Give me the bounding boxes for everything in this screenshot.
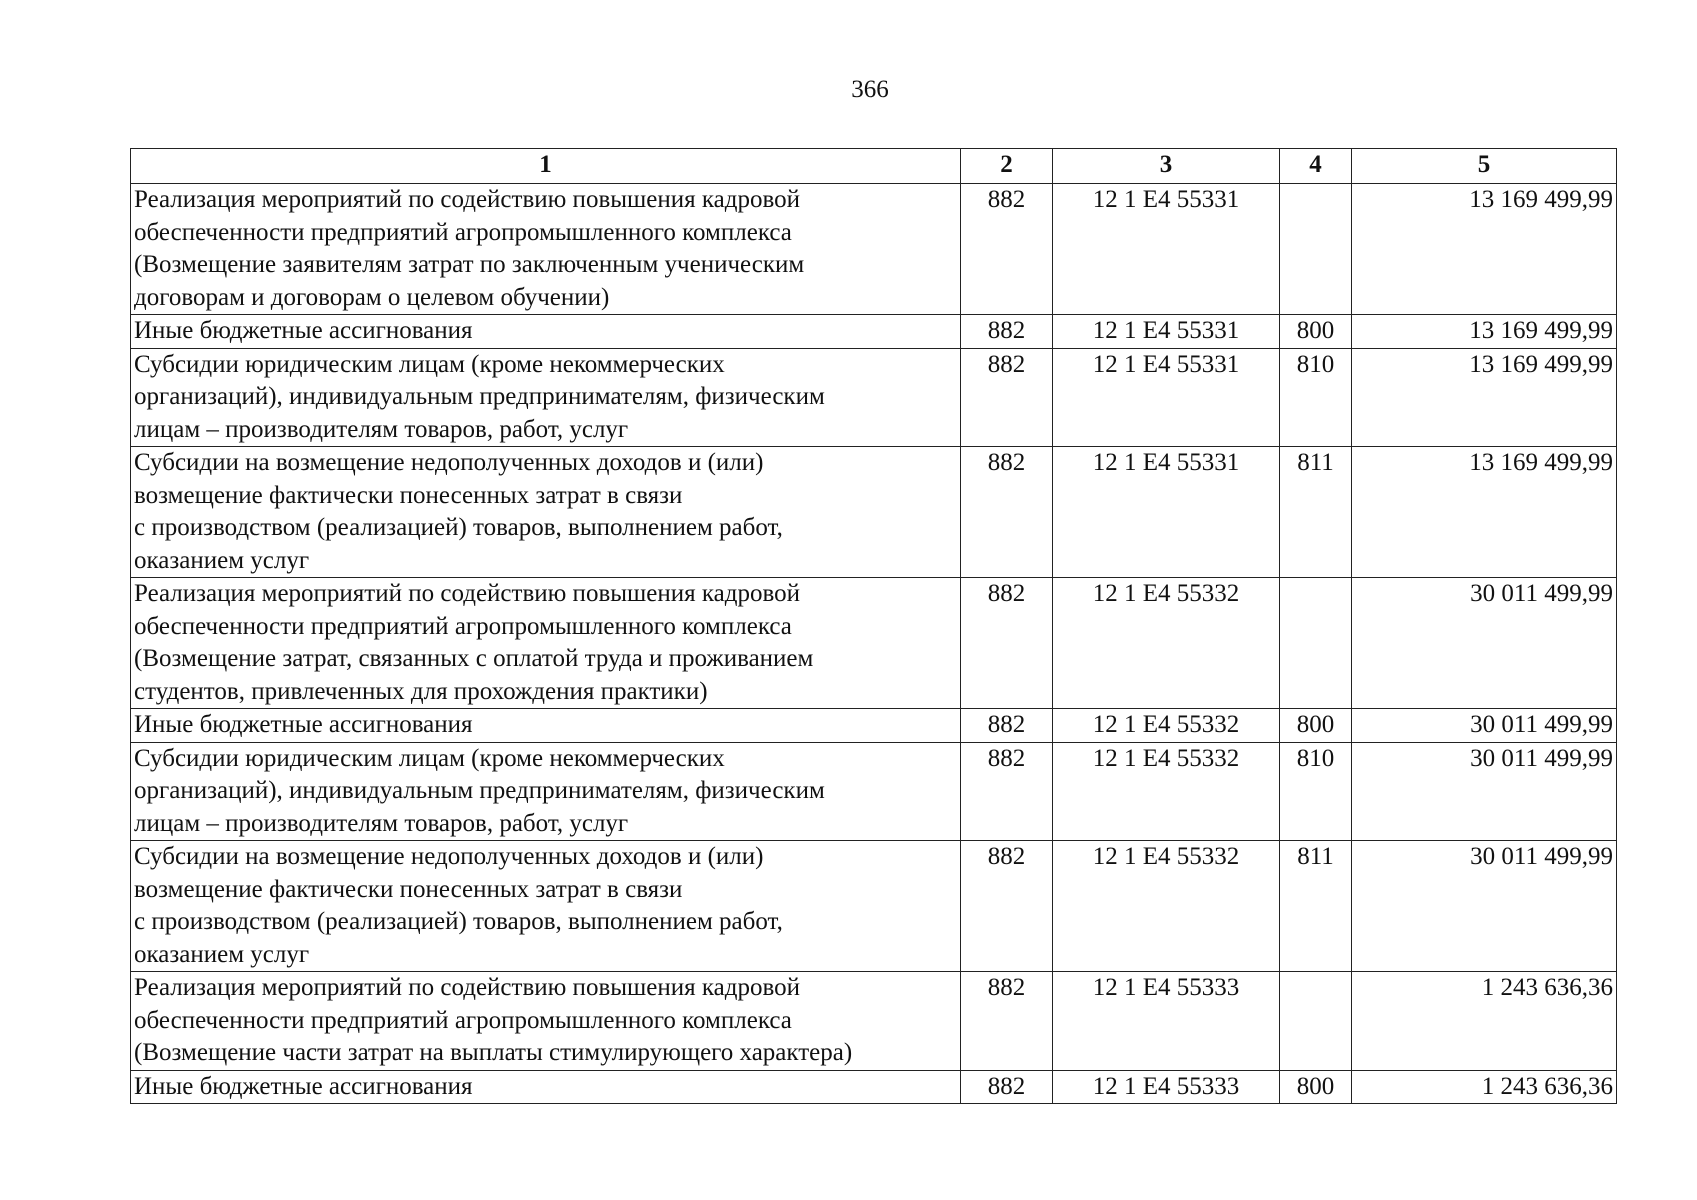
row-ministry-code: 882	[961, 742, 1053, 841]
row-name: Иные бюджетные ассигнования	[131, 1070, 961, 1104]
row-ministry-code: 882	[961, 447, 1053, 578]
row-name: Субсидии на возмещение недополученных доходов и (или) возмещение фактически понесенных затрат в связи с производством (реализацией) товаров, выполнением работ, оказанием услуг	[131, 841, 961, 972]
row-name: Иные бюджетные ассигнования	[131, 315, 961, 349]
row-target-code: 12 1 E4 55332	[1053, 709, 1280, 743]
row-name: Реализация мероприятий по содействию повышения кадровой обеспеченности предприятий агропромышленного комплекса (Возмещение части затрат на выплаты стимулирующего характера)	[131, 972, 961, 1071]
row-target-code: 12 1 E4 55333	[1053, 972, 1280, 1071]
row-expense-type: 810	[1280, 348, 1352, 447]
row-ministry-code: 882	[961, 578, 1053, 709]
row-expense-type	[1280, 578, 1352, 709]
row-target-code: 12 1 E4 55331	[1053, 447, 1280, 578]
header-cell-3: 3	[1053, 149, 1280, 184]
row-target-code: 12 1 E4 55331	[1053, 315, 1280, 349]
row-amount: 30 011 499,99	[1352, 709, 1617, 743]
row-expense-type: 811	[1280, 841, 1352, 972]
table-row	[131, 578, 1617, 709]
row-expense-type	[1280, 184, 1352, 315]
row-name: Субсидии юридическим лицам (кроме некоммерческих организаций), индивидуальным предпринимателям, физическим лицам – производителям товаров, работ, услуг	[131, 348, 961, 447]
row-target-code: 12 1 E4 55333	[1053, 1070, 1280, 1104]
header-cell-4: 4	[1280, 149, 1352, 184]
row-amount: 13 169 499,99	[1352, 348, 1617, 447]
row-ministry-code: 882	[961, 972, 1053, 1071]
table-row	[131, 742, 1617, 841]
row-amount: 13 169 499,99	[1352, 315, 1617, 349]
row-target-code: 12 1 E4 55331	[1053, 348, 1280, 447]
table-row	[131, 1070, 1617, 1104]
row-amount: 1 243 636,36	[1352, 1070, 1617, 1104]
row-amount: 13 169 499,99	[1352, 184, 1617, 315]
row-target-code: 12 1 E4 55331	[1053, 184, 1280, 315]
table-row	[131, 315, 1617, 349]
table-row	[131, 972, 1617, 1071]
header-cell-1: 1	[131, 149, 961, 184]
row-ministry-code: 882	[961, 841, 1053, 972]
row-amount: 30 011 499,99	[1352, 841, 1617, 972]
row-ministry-code: 882	[961, 709, 1053, 743]
row-ministry-code: 882	[961, 315, 1053, 349]
row-ministry-code: 882	[961, 1070, 1053, 1104]
table-row	[131, 709, 1617, 743]
row-expense-type: 810	[1280, 742, 1352, 841]
row-expense-type: 800	[1280, 315, 1352, 349]
row-ministry-code: 882	[961, 348, 1053, 447]
row-name: Иные бюджетные ассигнования	[131, 709, 961, 743]
row-expense-type: 800	[1280, 1070, 1352, 1104]
header-cell-5: 5	[1352, 149, 1617, 184]
table-row	[131, 447, 1617, 578]
row-name: Реализация мероприятий по содействию повышения кадровой обеспеченности предприятий агропромышленного комплекса (Возмещение заявителям затрат по заключенным ученическим договорам и договорам о целевом обучении)	[131, 184, 961, 315]
header-row	[131, 149, 1617, 184]
budget-table	[130, 148, 1617, 1104]
row-amount: 30 011 499,99	[1352, 742, 1617, 841]
row-target-code: 12 1 E4 55332	[1053, 742, 1280, 841]
page-number: 366	[851, 76, 889, 103]
row-amount: 13 169 499,99	[1352, 447, 1617, 578]
row-name: Субсидии на возмещение недополученных доходов и (или) возмещение фактически понесенных затрат в связи с производством (реализацией) товаров, выполнением работ, оказанием услуг	[131, 447, 961, 578]
header-cell-2: 2	[961, 149, 1053, 184]
row-ministry-code: 882	[961, 184, 1053, 315]
row-target-code: 12 1 E4 55332	[1053, 841, 1280, 972]
table-row	[131, 348, 1617, 447]
row-amount: 30 011 499,99	[1352, 578, 1617, 709]
row-target-code: 12 1 E4 55332	[1053, 578, 1280, 709]
row-expense-type	[1280, 972, 1352, 1071]
row-expense-type: 800	[1280, 709, 1352, 743]
row-expense-type: 811	[1280, 447, 1352, 578]
row-amount: 1 243 636,36	[1352, 972, 1617, 1071]
table-row	[131, 184, 1617, 315]
row-name: Субсидии юридическим лицам (кроме некоммерческих организаций), индивидуальным предпринимателям, физическим лицам – производителям товаров, работ, услуг	[131, 742, 961, 841]
table-row	[131, 841, 1617, 972]
row-name: Реализация мероприятий по содействию повышения кадровой обеспеченности предприятий агропромышленного комплекса (Возмещение затрат, связанных с оплатой труда и проживанием студентов, привлеченных для прохождения практики)	[131, 578, 961, 709]
